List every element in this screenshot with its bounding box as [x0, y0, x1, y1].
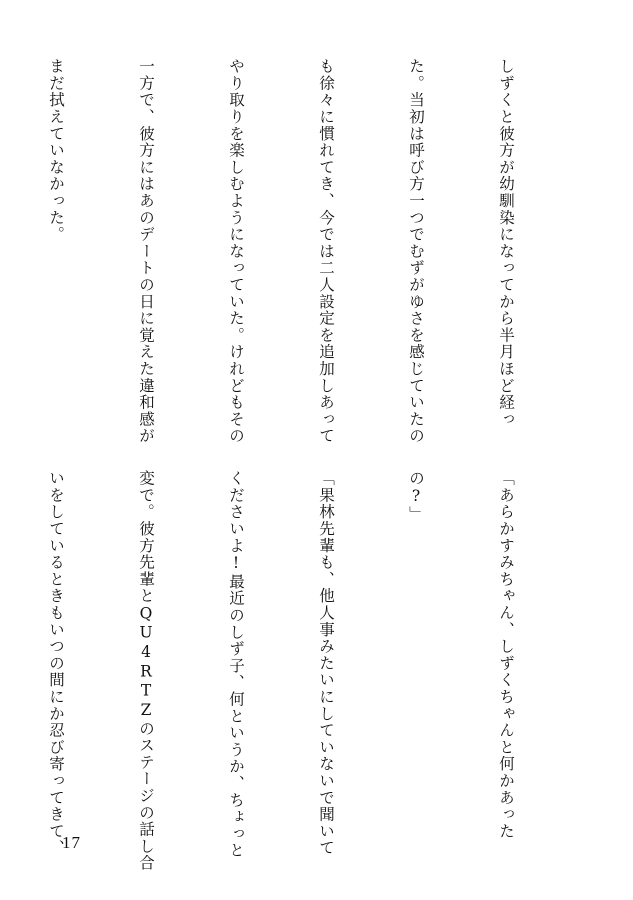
text-line: 「果林先輩も、他人事みたいにしていないで聞いて — [317, 470, 335, 857]
text-line: いをしているときもいつの間にか忍び寄ってきて、 — [47, 470, 65, 857]
text-line: も徐々に慣れてき、今では二人設定を追加しあって — [317, 58, 335, 445]
text-line: た。当初は呼び方一つでむずがゆさを感じていたの — [407, 58, 425, 445]
text-line: しずくと彼方が幼馴染になってから半月ほど経っ — [497, 58, 515, 428]
text-block-lower — [0, 470, 581, 872]
page-number: 17 — [62, 833, 81, 852]
text-line: まだ拭えていなかった。 — [47, 58, 65, 243]
text-line: 「あらかすみちゃん、しずくちゃんと何かあった — [497, 470, 515, 840]
text-line: 変で。彼方先輩とQU4RTZのステージの話し合 — [137, 470, 155, 872]
text-line: の?」 — [407, 470, 425, 523]
text-line: 一方で、彼方にはあのデートの日に覚えた違和感が — [137, 58, 155, 445]
text-block-upper — [0, 58, 581, 445]
text-line: やり取りを楽しむようになっていた。けれどもその — [227, 58, 245, 445]
text-line: くださいよ!最近のしず子、何というか、ちょっと — [227, 470, 245, 859]
